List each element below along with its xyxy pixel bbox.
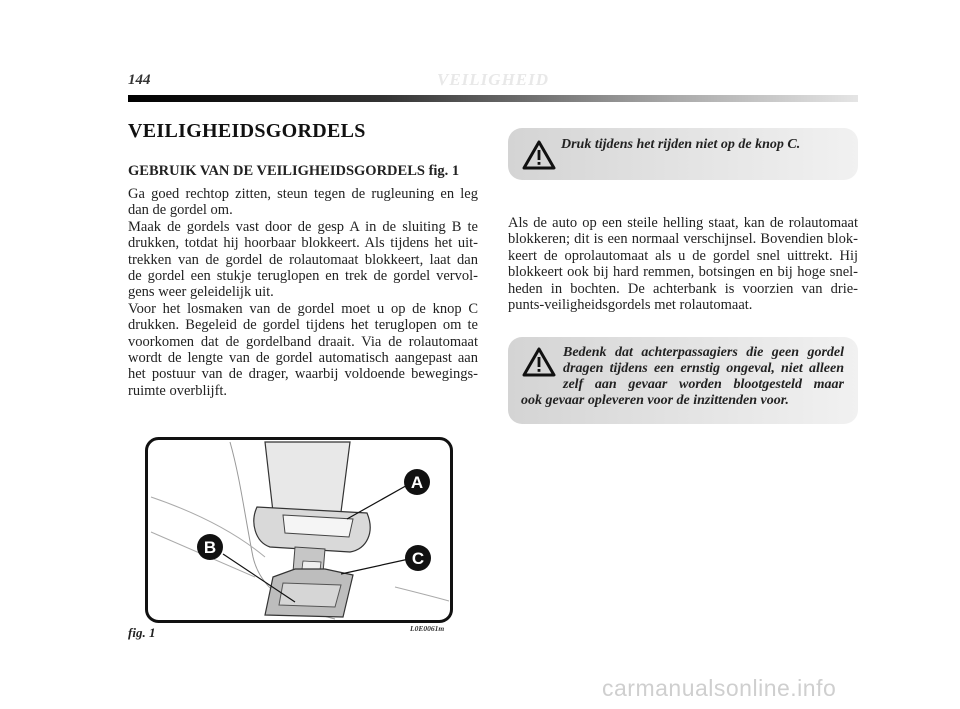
warning-triangle-icon (522, 140, 556, 170)
text-line: trekken van de gordel de rolautomaat blokkeert, laat dan (128, 251, 478, 268)
text-line: ruimte overblijft. (128, 382, 228, 399)
warning-line: ook gevaar opleveren voor de inzittenden voor. (521, 393, 789, 408)
text-line: Als de auto op een steile helling staat, kan de rolautomaat (508, 215, 858, 231)
text-line: blokkeren; dit is een normaal verschijnsel. Bovendien blok- (508, 231, 858, 248)
warning-box-1 (508, 128, 858, 180)
text-line: de gordel een stukje teruglopen en trek de gordel vervol- (128, 268, 478, 285)
text-line: drukken. Begeleid de gordel tijdens het teruglopen om te (128, 317, 478, 334)
figure-caption: fig. 1 (128, 625, 156, 640)
label-c: C (411, 549, 425, 568)
text-line: keert de oprolautomaat als u de gordel snel uittrekt. Hij (508, 247, 858, 264)
page-title: VEILIGHEIDSGORDELS (128, 120, 366, 142)
text-line: blokkeert ook bij hard remmen, botsingen en bij hoge snel- (508, 264, 858, 281)
seatbelt-illustration (145, 437, 453, 623)
subheading: GEBRUIK VAN DE VEILIGHEIDSGORDELS fig. 1 (128, 163, 460, 179)
warning-line: Bedenk dat achterpassagiers die geen gordel (563, 345, 844, 360)
text-line: drukken, totdat hij hoorbaar blokkeert. Als tijdens het uit- (128, 235, 478, 252)
warning-text-1: Druk tijdens het rijden niet op de knop C. (561, 137, 801, 152)
text-line: Voor het losmaken van de gordel moet u op de knop C (128, 300, 478, 317)
text-line: punts-veiligheidsgordels met rolautomaat. (508, 297, 753, 314)
text-line: Maak de gordels vast door de gesp A in de sluiting B te (128, 218, 478, 235)
text-line: dan de gordel om. (128, 202, 233, 219)
warning-box-2 (508, 337, 858, 424)
text-line: Ga goed rechtop zitten, steun tegen de rugleuning en leg (128, 186, 478, 202)
text-line: wordt de lengte van de gordel automatisch aangepast aan (128, 350, 478, 367)
section-header: VEILIGHEID (437, 70, 550, 89)
label-a-marker (404, 469, 430, 495)
page-number: 144 (128, 72, 151, 88)
label-a: A (410, 473, 424, 492)
label-b-marker (197, 534, 223, 560)
header-rule (128, 95, 858, 102)
text-line: voorkomen dat de gordelband draait. Via de rolautomaat (128, 333, 478, 350)
figure-code: L0E0061m (410, 624, 445, 633)
warning-line: dragen tijdens een ernstig ongeval, niet alleen (563, 361, 844, 376)
label-c-marker (405, 545, 431, 571)
left-column-text (128, 186, 478, 399)
watermark: carmanualsonline.info (602, 675, 837, 701)
warning-text-2 (521, 345, 844, 409)
text-line: heden in bochten. De achterbank is voorzien van drie- (508, 280, 858, 297)
text-line: gens weer geleidelijk uit. (128, 284, 274, 301)
right-column-text (508, 215, 858, 313)
text-line: het postuur van de drager, waarbij voldoende bewegings- (128, 366, 478, 383)
label-b: B (203, 538, 217, 557)
warning-line: zelf aan gevaar worden blootgesteld maar (563, 377, 844, 392)
